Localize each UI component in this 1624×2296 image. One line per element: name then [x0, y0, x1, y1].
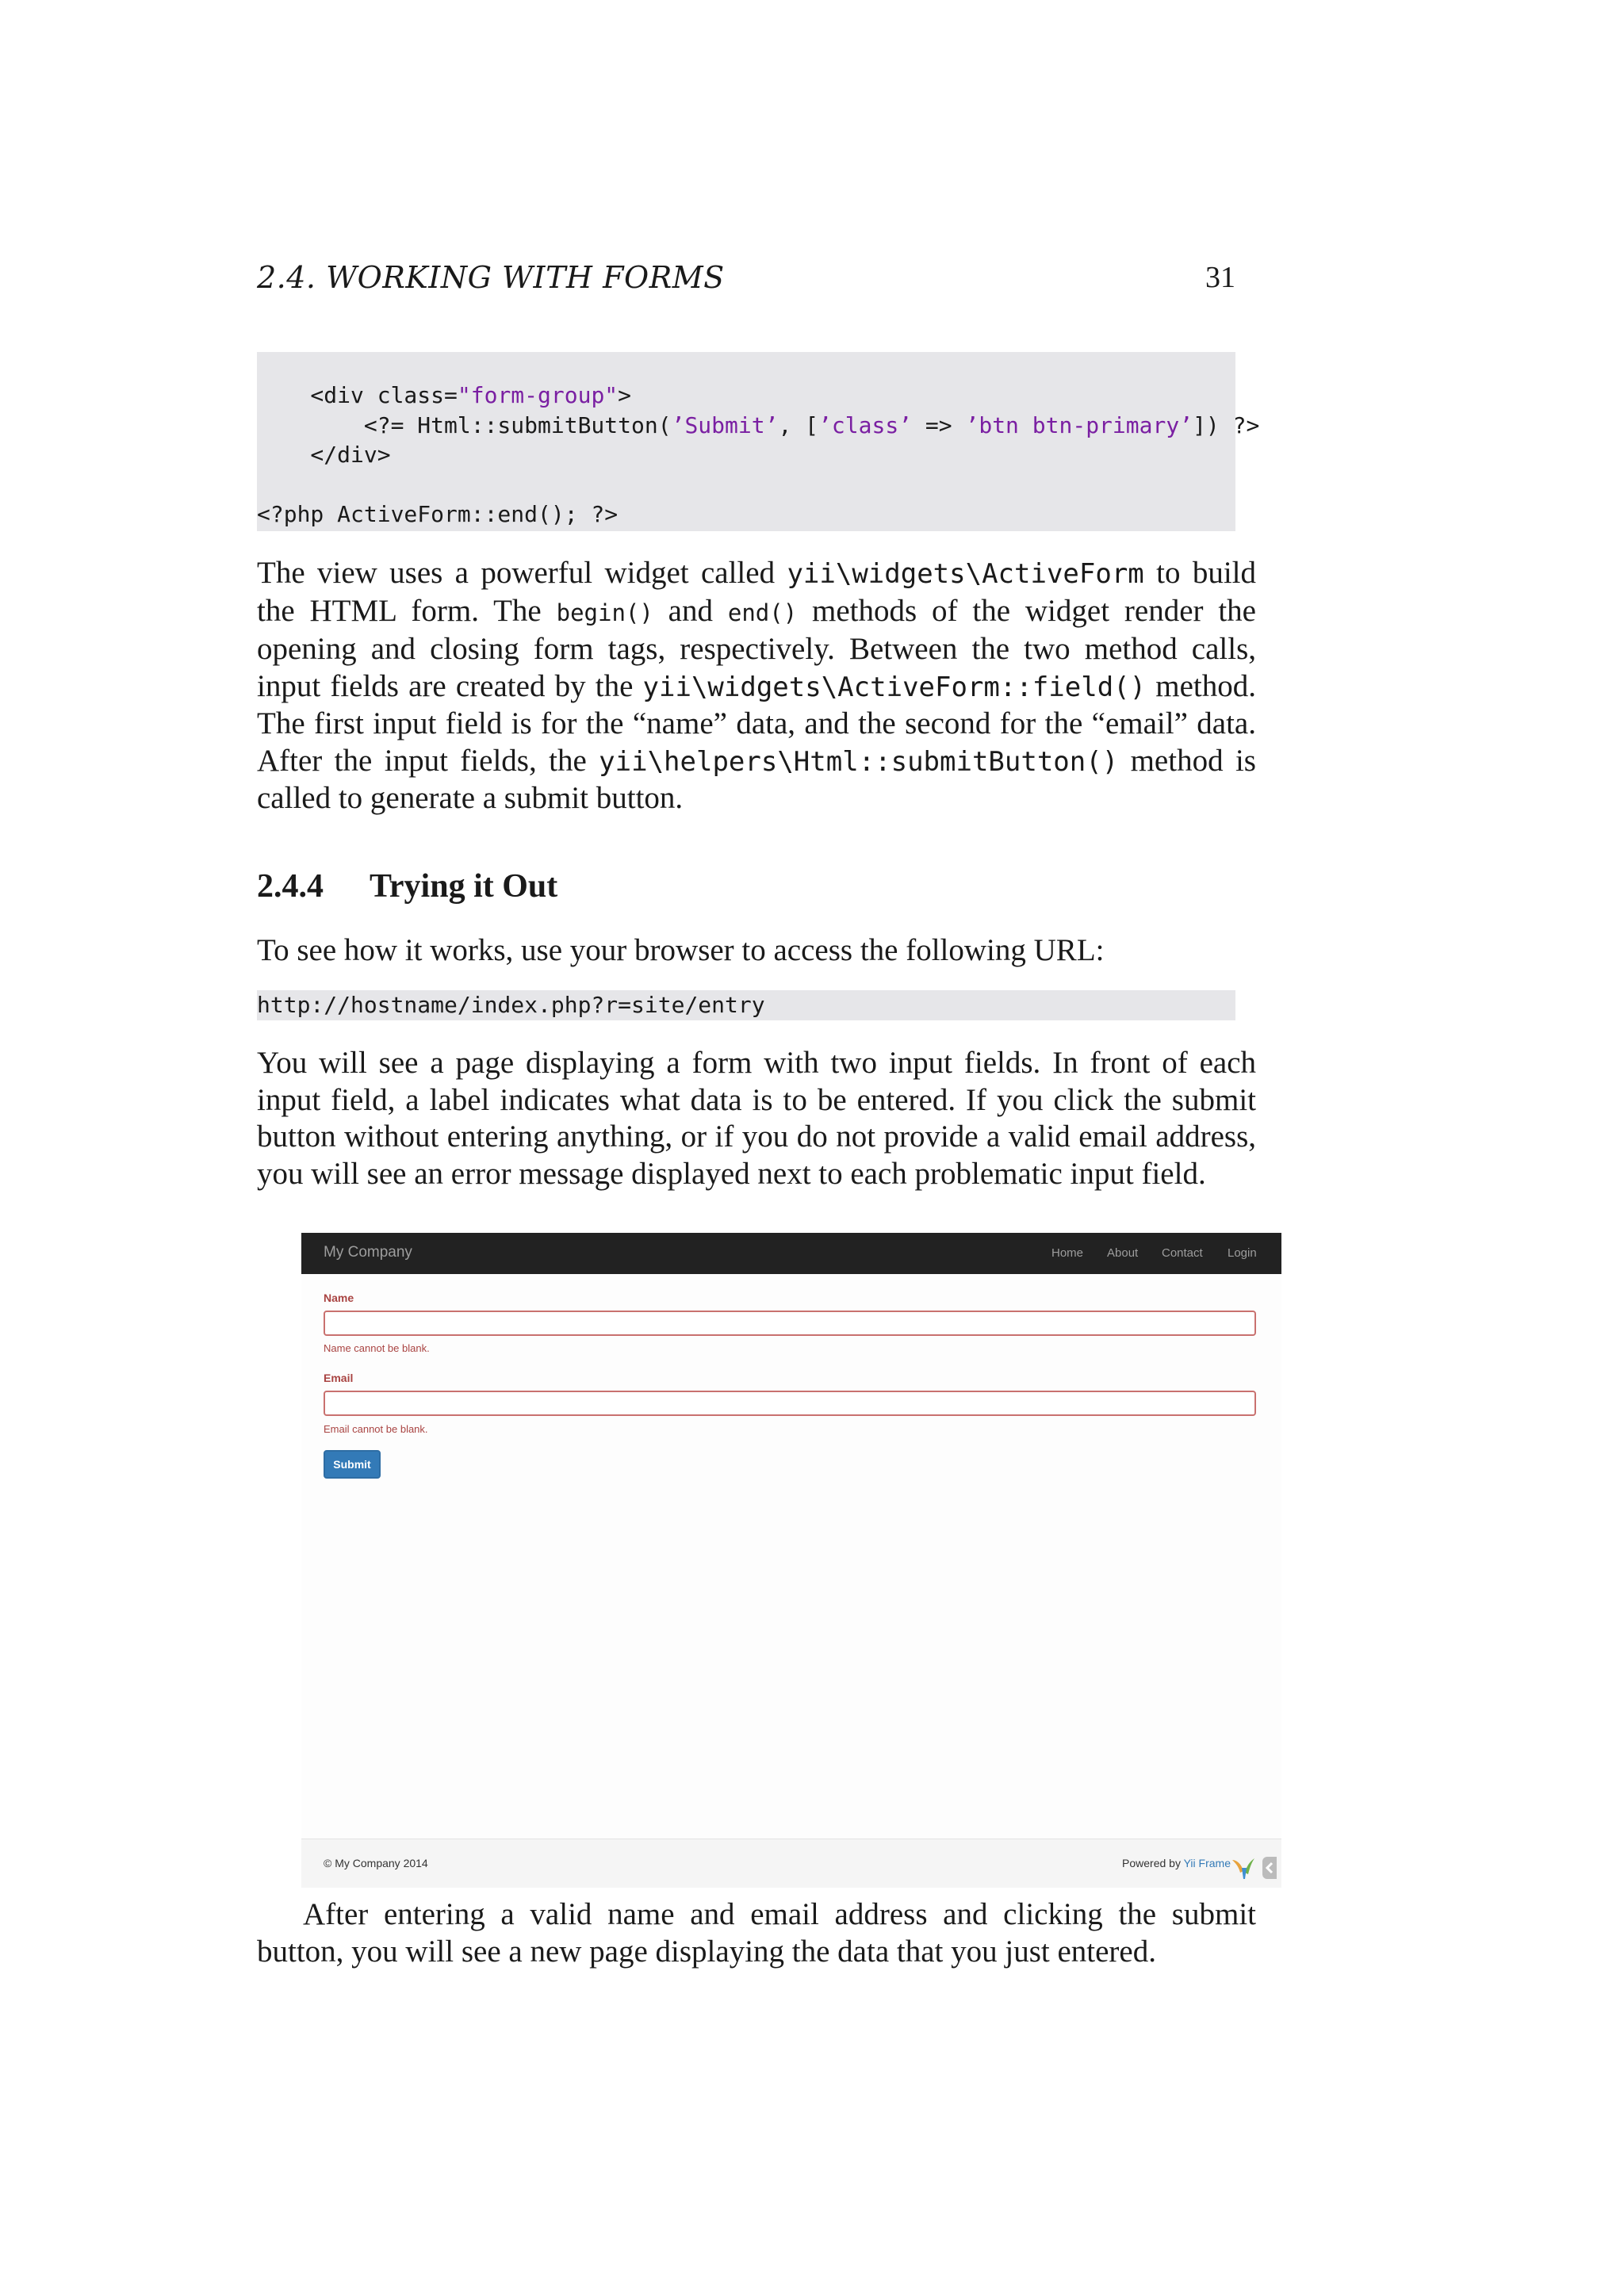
chevron-left-icon	[1262, 1857, 1277, 1879]
section-heading: 2.4.4 Trying it Out	[257, 868, 558, 905]
url-code-block: http://hostname/index.php?r=site/entry	[257, 990, 1235, 1020]
paragraph-form-description: You will see a page displaying a form with two input fields. In front of each input field, a label indicates what data is to be entered. If you click the submit button without entering anything, or if you do not provide a valid email address, you will see an error message displayed next to each problematic input field.	[257, 1046, 1256, 1191]
paragraph-activeform: The view uses a powerful widget called yii\widgets\ActiveForm to build the HTML form. The begin() and end() methods of the widget render the opening and closing form tags, respectively. Between the two method calls, input fields are created by the yii\widgets\ActiveForm::field() method. The first input field is for the “name” data, and the second for the “email” data. After the input fields, the yii\helpers\Html::submitButton() method is called to generate a submit button.	[257, 556, 1256, 815]
nav-about[interactable]: About	[1107, 1246, 1139, 1260]
submit-button[interactable]: Submit	[324, 1450, 381, 1479]
page-number: 31	[1205, 261, 1235, 294]
nav-contact[interactable]: Contact	[1162, 1246, 1203, 1260]
code-block: <div class="form-group"> <?= Html::submitButton(’Submit’, [’class’ => ’btn btn-primary’]) ?> </div> <?php ActiveForm::end(); ?>	[257, 352, 1235, 531]
yii-logo-icon	[1231, 1857, 1258, 1881]
running-header: 2.4. WORKING WITH FORMS	[257, 260, 725, 295]
name-label: Name	[324, 1292, 354, 1304]
inline-code: yii\widgets\ActiveForm	[787, 558, 1144, 590]
form-screenshot	[301, 1233, 1281, 1887]
debug-toolbar-toggle[interactable]	[1262, 1857, 1277, 1879]
paragraph-after-submit: After entering a valid name and email address and clicking the submit button, you will see a new page displaying the data that you just entered.	[257, 1897, 1256, 1969]
paragraph-url-intro: To see how it works, use your browser to access the following URL:	[257, 933, 1105, 967]
yii-link[interactable]: Yii Frame	[1183, 1857, 1231, 1869]
powered-by: Powered by Yii Frame	[1122, 1857, 1231, 1869]
page-footer	[301, 1839, 1281, 1888]
copyright-text: © My Company 2014	[324, 1857, 428, 1869]
name-error: Name cannot be blank.	[324, 1342, 430, 1354]
inline-code: end()	[727, 599, 798, 626]
inline-code: yii\helpers\Html::submitButton()	[599, 745, 1119, 778]
brand-link[interactable]: My Company	[324, 1244, 412, 1261]
email-input[interactable]	[324, 1391, 1256, 1416]
email-error: Email cannot be blank.	[324, 1423, 428, 1435]
name-input[interactable]	[324, 1311, 1256, 1336]
email-label: Email	[324, 1372, 354, 1384]
nav-login[interactable]: Login	[1228, 1246, 1257, 1260]
inline-code: begin()	[556, 599, 653, 626]
navbar	[301, 1233, 1281, 1274]
nav-home[interactable]: Home	[1051, 1246, 1084, 1260]
inline-code: yii\widgets\ActiveForm::field()	[642, 671, 1147, 703]
